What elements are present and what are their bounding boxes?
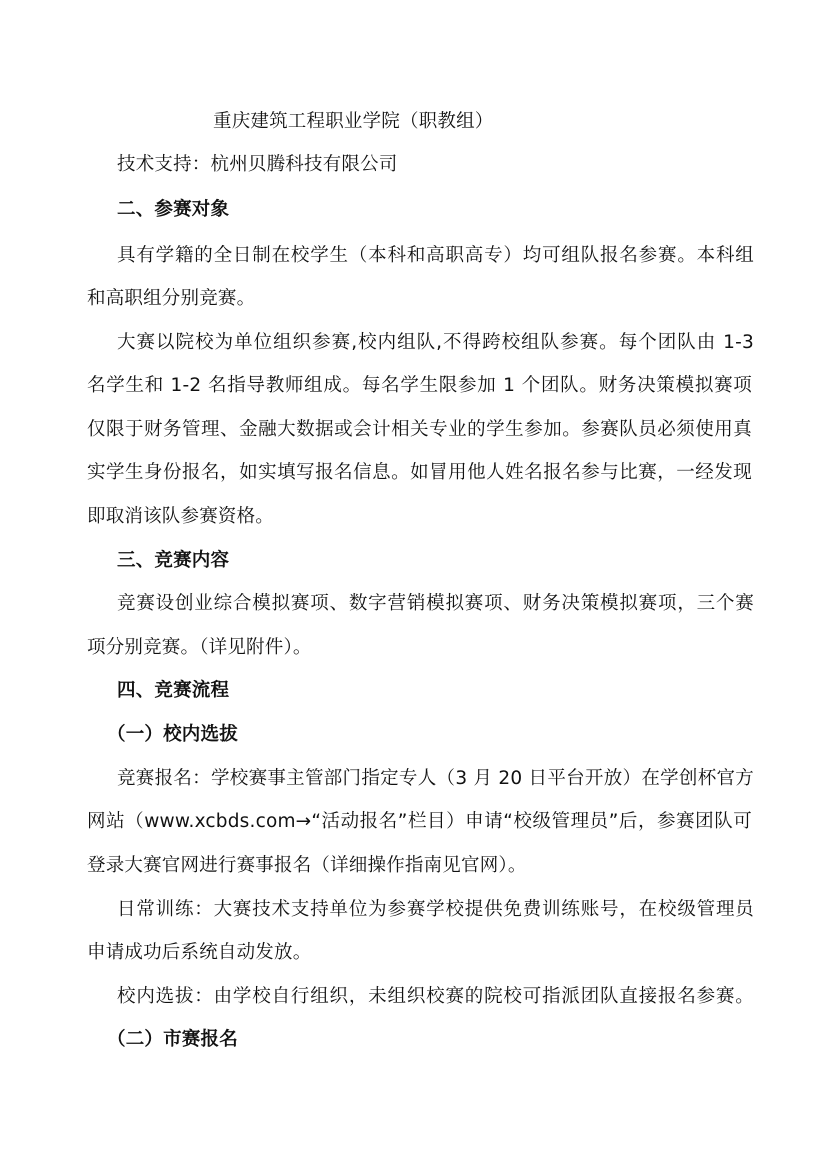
- paragraph-line: 网站（www.xcbds.com→“活动报名”栏目）申请“校级管理员”后，参赛团队可: [87, 811, 752, 832]
- paragraph-line: 即取消该队参赛资格。: [87, 506, 275, 527]
- paragraph-line: 名学生和 1-2 名指导教师组成。每名学生限参加 1 个团队。财务决策模拟赛项: [87, 375, 752, 396]
- paragraph-line: 仅限于财务管理、金融大数据或会计相关专业的学生参加。参赛队员必须使用真: [87, 419, 752, 440]
- paragraph-line: 申请成功后系统自动发放。: [87, 942, 312, 963]
- organizer-line: 重庆建筑工程职业学院（职教组）: [213, 111, 494, 132]
- paragraph-line: 大赛以院校为单位组织参赛,校内组队,不得跨校组队参赛。每个团队由 1-3: [117, 332, 754, 353]
- subsection-heading-school-selection: （一）校内选拔: [107, 724, 238, 745]
- subsection-heading-city-registration: （二）市赛报名: [107, 1029, 238, 1050]
- paragraph-line: 项分别竞赛。（详见附件）。: [87, 637, 312, 658]
- section-heading-content: 三、竞赛内容: [117, 550, 230, 571]
- tech-support-line: 技术支持：杭州贝腾科技有限公司: [117, 154, 398, 175]
- paragraph-line: 实学生身份报名，如实填写报名信息。如冒用他人姓名报名参与比赛，一经发现: [87, 462, 752, 483]
- paragraph-line: 竞赛报名：学校赛事主管部门指定专人（3 月 20 日平台开放）在学创杯官方: [117, 768, 754, 789]
- paragraph-line: 登录大赛官网进行赛事报名（详细操作指南见官网）。: [87, 855, 527, 876]
- section-heading-process: 四、竞赛流程: [117, 680, 230, 701]
- paragraph-line: 竞赛设创业综合模拟赛项、数字营销模拟赛项、财务决策模拟赛项，三个赛: [117, 593, 754, 614]
- paragraph-line: 具有学籍的全日制在校学生（本科和高职高专）均可组队报名参赛。本科组: [117, 245, 754, 266]
- section-heading-participants: 二、参赛对象: [117, 199, 230, 220]
- paragraph-line: 和高职组分别竞赛。: [87, 288, 256, 309]
- paragraph-line: 校内选拔：由学校自行组织，未组织校赛的院校可指派团队直接报名参赛。: [117, 986, 754, 1007]
- paragraph-line: 日常训练：大赛技术支持单位为参赛学校提供免费训练账号，在校级管理员: [117, 899, 754, 920]
